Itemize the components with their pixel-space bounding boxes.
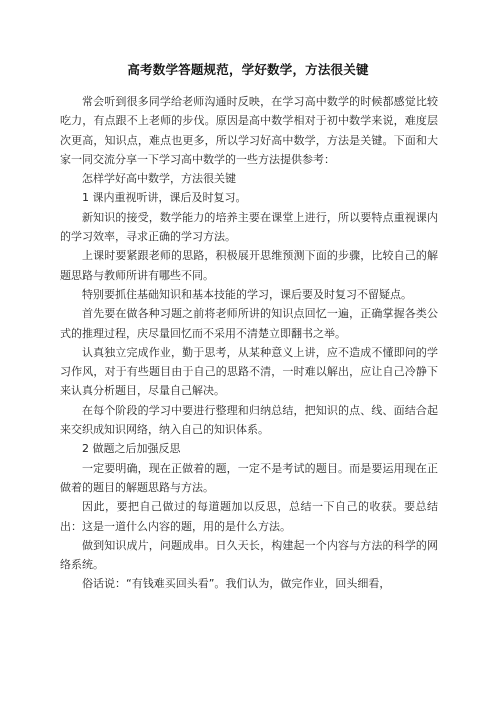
- section-heading: 怎样学好高中数学，方法很关键: [82, 172, 236, 186]
- page-title: 高考数学答题规范，学好数学，方法很关键: [127, 62, 369, 77]
- paragraph: 做到知识成片，问题成串。日久天长，构建起一个内容与方法的科学的网络系统。: [60, 538, 438, 572]
- paragraph: 俗话说：“有钱难买回头看”。我们认为，做完作业，回头细看，: [82, 577, 391, 591]
- paragraph: 因此，要把自己做过的每道题加以反思，总结一下自己的收获。要总结出：这是一道什么内容的题，用的是什么方法。: [60, 500, 438, 533]
- paragraph: 认真独立完成作业，勤于思考，从某种意义上讲，应不造成不懂即问的学习作风，对于有些题目由于自己的思路不清，一时难以解出，应让自己冷静下来认真分析题目，尽量自己解决。: [60, 345, 438, 398]
- paragraph: 首先要在做各种习题之前将老师所讲的知识点回忆一遍，正确掌握各类公式的推理过程，庆尽量回忆而不采用不清楚立即翻书之举。: [60, 307, 438, 340]
- section-heading: 2 做题之后加强反思: [82, 442, 181, 456]
- section-heading: 1 课内重视听讲，课后及时复习。: [82, 191, 247, 205]
- paragraph: 上课时要紧跟老师的思路，积极展开思维预测下面的步骤，比较自己的解题思路与教师所讲有哪些不同。: [60, 249, 438, 282]
- paragraph: 常会听到很多同学给老师沟通时反映，在学习高中数学的时候都感觉比较吃力，有点跟不上老师的步伐。原因是高中数学相对于初中数学来说，难度层次更高，知识点，难点也更多，所以学习好高中数学，方法是关键。下面和大家一同交流分享一下学习高中数学的一些方法提供参考：: [60, 95, 438, 166]
- paragraph: 特别要抓住基础知识和基本技能的学习，课后要及时复习不留疑点。: [82, 287, 412, 301]
- paragraph: 新知识的接受，数学能力的培养主要在课堂上进行，所以要特点重视课内的学习效率，寻求正确的学习方法。: [60, 210, 438, 244]
- paragraph: 在每个阶段的学习中要进行整理和归纳总结，把知识的点、线、面结合起来交织成知识网络，纳入自己的知识体系。: [60, 403, 438, 437]
- article-body: [60, 92, 438, 594]
- paragraph: 一定要明确，现在正做着的题，一定不是考试的题目。而是要运用现在正做着的题目的解题思路与方法。: [60, 461, 438, 494]
